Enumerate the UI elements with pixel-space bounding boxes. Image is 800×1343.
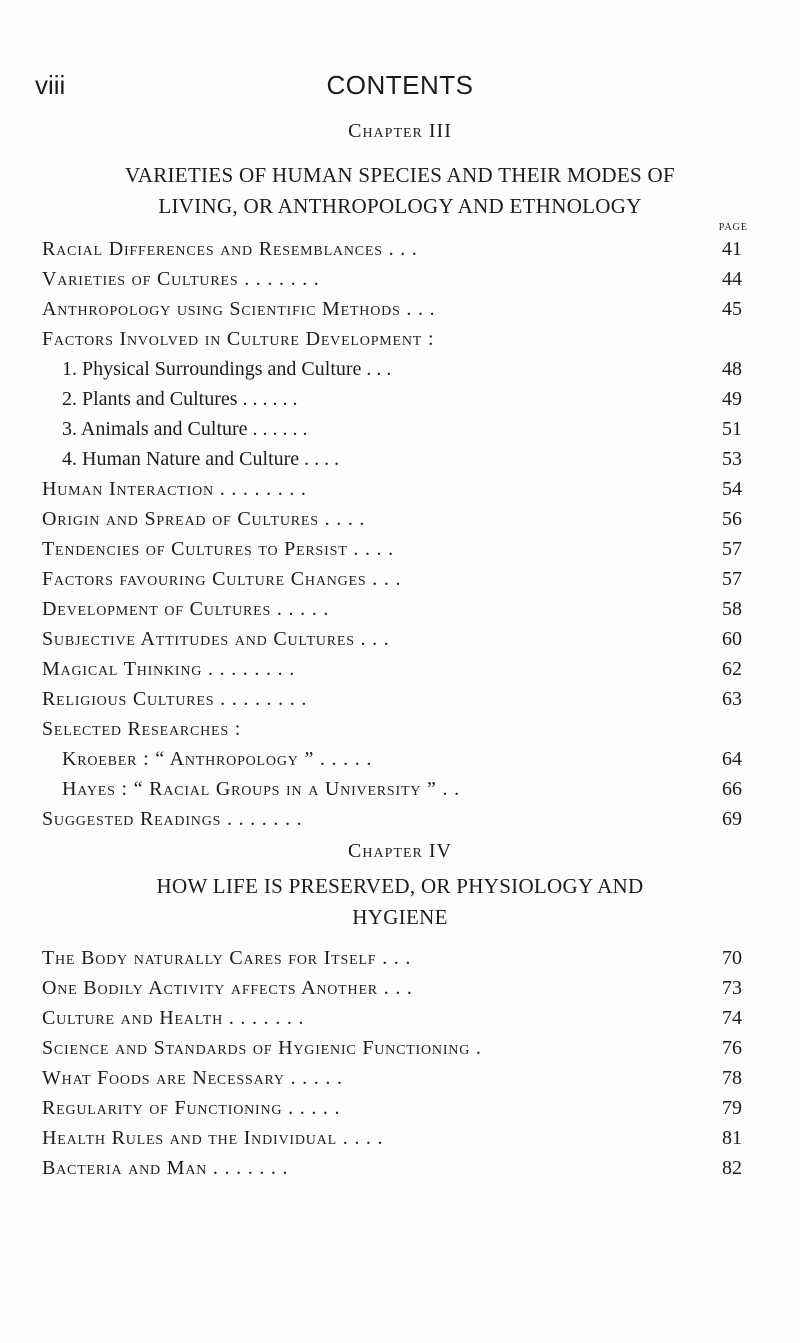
toc-entry[interactable] [42, 294, 752, 324]
toc-entry[interactable] [42, 1093, 752, 1123]
toc-subentry[interactable] [42, 414, 752, 444]
toc-entry[interactable] [42, 1123, 752, 1153]
toc-entry-page: 54 [722, 478, 742, 500]
toc-entry-title: Regularity of Functioning . . . . . [42, 1097, 341, 1119]
toc-entry[interactable] [42, 264, 752, 294]
toc-entry-title: Science and Standards of Hygienic Functioning . [42, 1037, 482, 1059]
toc-entry-title: 2. Plants and Cultures . . . . . . [62, 388, 298, 410]
toc-entry-page: 60 [722, 628, 742, 650]
chapter-4-label: Chapter IV [348, 840, 452, 862]
toc-entry-title: What Foods are Necessary . . . . . [42, 1067, 343, 1089]
toc-entry-title: One Bodily Activity affects Another . . . [42, 977, 413, 999]
toc-entry-page: 58 [722, 598, 742, 620]
toc-entry-title: Kroeber : “ Anthropology ” . . . . . [62, 748, 373, 770]
toc-entry[interactable] [42, 1033, 752, 1063]
toc-entry-title: Racial Differences and Resemblances . . . [42, 238, 418, 260]
toc-entry-title: 3. Animals and Culture . . . . . . [62, 418, 308, 440]
toc-section-heading [42, 324, 752, 354]
toc-entry-title: Varieties of Cultures . . . . . . . [42, 268, 320, 290]
toc-entry[interactable] [42, 594, 752, 624]
toc-entry[interactable] [42, 684, 752, 714]
toc-entry[interactable] [42, 804, 752, 834]
toc-entry[interactable] [42, 534, 752, 564]
chapter-3-toc [42, 234, 752, 834]
toc-entry-page: 66 [722, 778, 742, 800]
toc-entry-title: Suggested Readings . . . . . . . [42, 808, 303, 830]
toc-entry-title: Culture and Health . . . . . . . [42, 1007, 305, 1029]
toc-entry[interactable] [42, 973, 752, 1003]
page-title: CONTENTS [326, 70, 474, 100]
toc-entry-page: 79 [722, 1097, 742, 1119]
toc-entry-title: Subjective Attitudes and Cultures . . . [42, 628, 390, 650]
toc-entry-page: 53 [722, 448, 742, 470]
chapter-3-label: Chapter III [348, 120, 452, 142]
toc-entry-page: 73 [722, 977, 742, 999]
chapter-4-title-line-2: HYGIENE [352, 905, 448, 929]
toc-subentry[interactable] [42, 444, 752, 474]
toc-entry-page: 57 [722, 538, 742, 560]
toc-entry-page: 49 [722, 388, 742, 410]
chapter-3-title-line-2: LIVING, OR ANTHROPOLOGY AND ETHNOLOGY [158, 194, 642, 218]
toc-subentry[interactable] [42, 384, 752, 414]
toc-entry-page: 74 [722, 1007, 742, 1029]
toc-entry[interactable] [42, 1153, 752, 1183]
chapter-4-title [40, 871, 760, 933]
toc-subentry[interactable] [42, 354, 752, 384]
toc-entry-title: 4. Human Nature and Culture . . . . [62, 448, 340, 470]
toc-entry-page: 63 [722, 688, 742, 710]
toc-entry-title: Factors Involved in Culture Development : [42, 328, 435, 350]
toc-entry[interactable] [42, 624, 752, 654]
toc-entry-title: Human Interaction . . . . . . . . [42, 478, 307, 500]
toc-entry-title: Factors favouring Culture Changes . . . [42, 568, 402, 590]
toc-entry-page: 62 [722, 658, 742, 680]
toc-entry[interactable] [42, 943, 752, 973]
page-number: viii [35, 70, 66, 100]
toc-entry[interactable] [42, 564, 752, 594]
toc-entry[interactable] [42, 654, 752, 684]
toc-entry[interactable] [42, 474, 752, 504]
toc-subentry[interactable] [42, 744, 752, 774]
toc-entry[interactable] [42, 234, 752, 264]
toc-entry-title: Development of Cultures . . . . . [42, 598, 330, 620]
toc-entry-page: 78 [722, 1067, 742, 1089]
toc-entry-page: 69 [722, 808, 742, 830]
toc-entry-title: Hayes : “ Racial Groups in a University ” . . [62, 778, 460, 800]
toc-section-heading [42, 714, 752, 744]
toc-entry-title: Religious Cultures . . . . . . . . [42, 688, 308, 710]
toc-entry-page: 64 [722, 748, 742, 770]
toc-entry-title: Tendencies of Cultures to Persist . . . . [42, 538, 394, 560]
chapter-4-toc [42, 943, 752, 1183]
toc-entry-title: Origin and Spread of Cultures . . . . [42, 508, 366, 530]
toc-entry-title: The Body naturally Cares for Itself . . . [42, 947, 412, 969]
toc-entry[interactable] [42, 1003, 752, 1033]
toc-entry-page: 81 [722, 1127, 742, 1149]
toc-entry-page: 41 [722, 238, 742, 260]
toc-entry-title: Anthropology using Scientific Methods . . . [42, 298, 436, 320]
chapter-4-title-line-1: HOW LIFE IS PRESERVED, OR PHYSIOLOGY AND [156, 874, 644, 898]
page-header [0, 70, 800, 110]
toc-entry-title: Bacteria and Man . . . . . . . [42, 1157, 289, 1179]
page-column-label: PAGE [718, 222, 748, 233]
chapter-3-title [40, 160, 760, 222]
toc-entry-page: 48 [722, 358, 742, 380]
toc-entry-title: Magical Thinking . . . . . . . . [42, 658, 295, 680]
toc-entry-title: Health Rules and the Individual . . . . [42, 1127, 384, 1149]
toc-entry-title: Selected Researches : [42, 718, 242, 740]
toc-entry-page: 45 [722, 298, 742, 320]
toc-entry[interactable] [42, 504, 752, 534]
toc-entry-page: 82 [722, 1157, 742, 1179]
toc-subentry[interactable] [42, 774, 752, 804]
toc-entry-page: 56 [722, 508, 742, 530]
toc-entry[interactable] [42, 1063, 752, 1093]
toc-entry-page: 44 [722, 268, 742, 290]
toc-entry-page: 57 [722, 568, 742, 590]
toc-entry-page: 70 [722, 947, 742, 969]
toc-entry-title: 1. Physical Surroundings and Culture . . . [62, 358, 392, 380]
chapter-3-title-line-1: VARIETIES OF HUMAN SPECIES AND THEIR MODES OF [124, 163, 676, 187]
toc-entry-page: 76 [722, 1037, 742, 1059]
toc-entry-page: 51 [722, 418, 742, 440]
